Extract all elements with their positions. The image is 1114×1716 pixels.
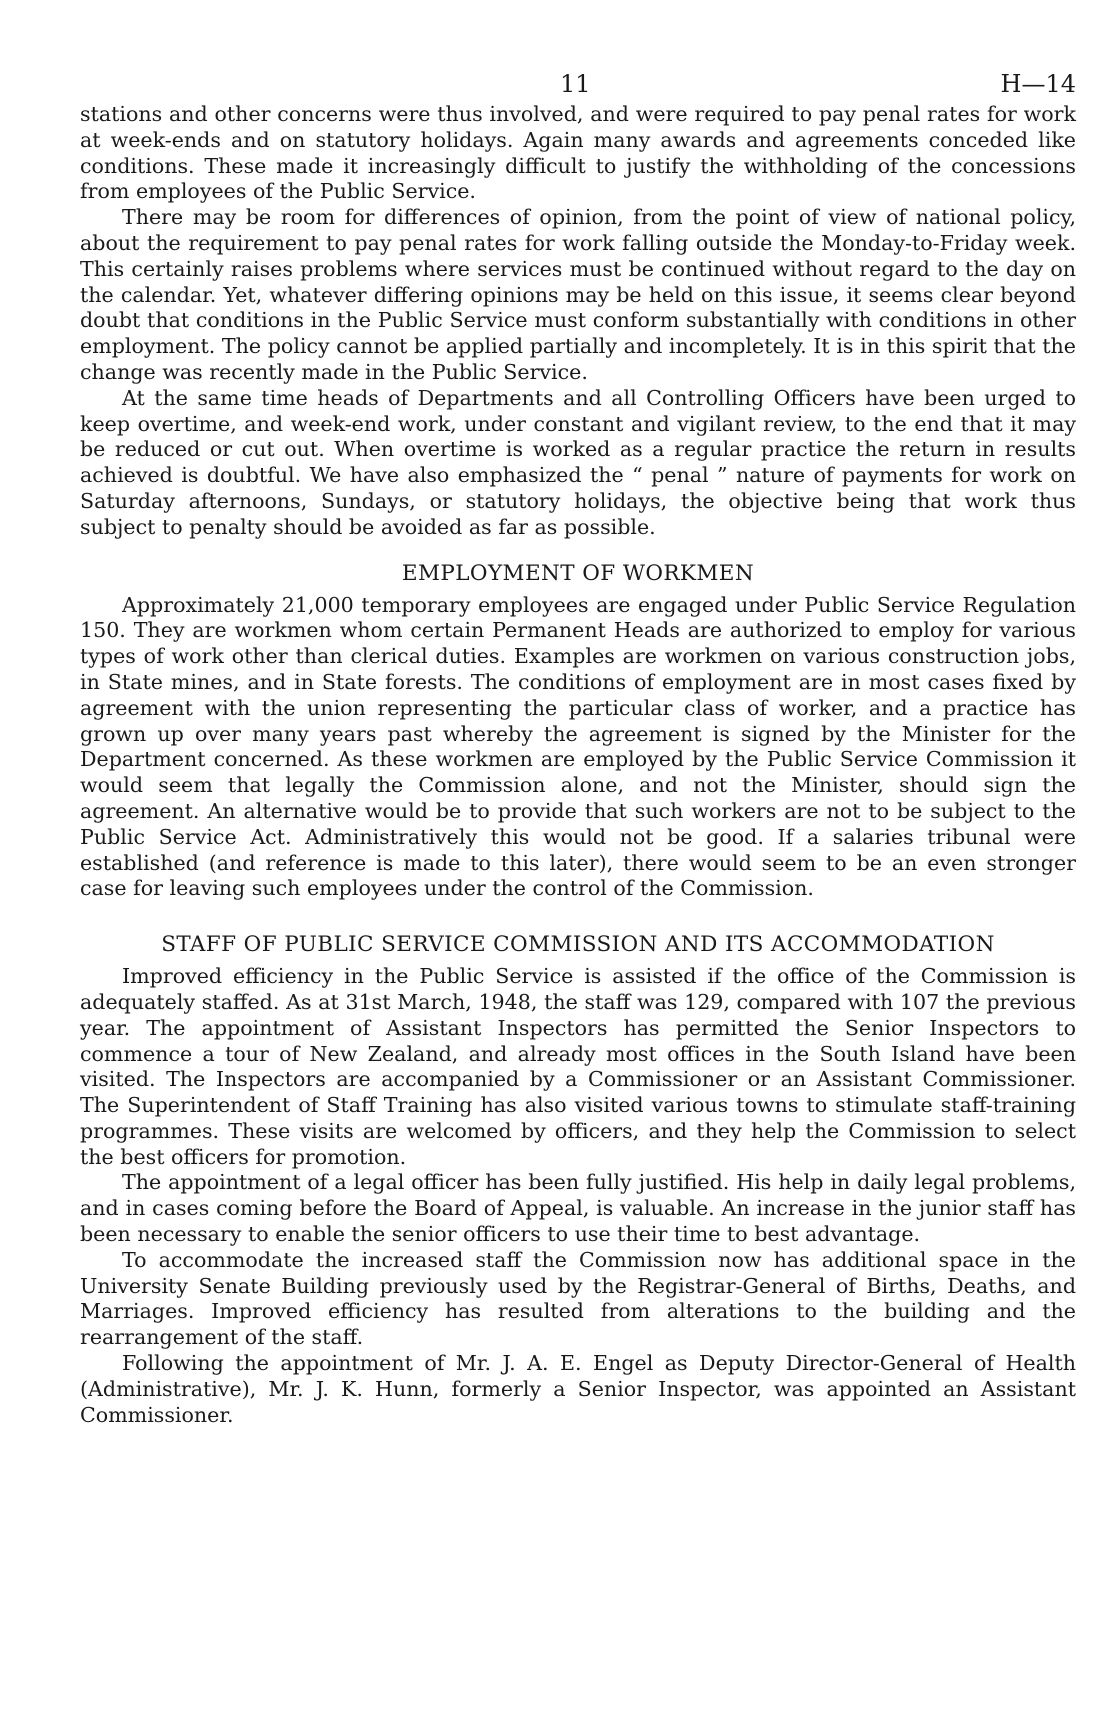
section-heading: EMPLOYMENT OF WORKMEN (401, 560, 755, 586)
page-header (80, 52, 1076, 102)
continuation-text (80, 102, 1076, 541)
document-page (80, 52, 1076, 1428)
paragraph: There may be room for differences of opinion, from the point of view of national policy, about the requirement to pay penal rates for work falling outside the Monday-to-Friday week. This certainly raises problems where services must be continued without regard to the day on the calendar. Yet, whatever differing opinions may be held on this issue, it seems clear beyond doubt that conditions in the Public Service must conform substantially with conditions in other employment. The policy cannot be applied partially and incompletely. It is in this spirit that the change was recently made in the Public Service. (80, 205, 1076, 384)
section-staff-of-commission (80, 932, 1076, 1428)
paragraph: The appointment of a legal officer has been fully justified. His help in daily legal problems, and in cases coming before the Board of Appeal, is valuable. An increase in the junior staff has been necessary to enable the senior officers to use their time to best advantage. (80, 1170, 1076, 1247)
paragraph: Improved efficiency in the Public Service is assisted if the office of the Commission is adequately staffed. As at 31st March, 1948, the staff was 129, compared with 107 the previous year. The appointment of Assistant Inspectors has permitted the Senior Inspectors to commence a tour of New Zealand, and already most offices in the South Island have been visited. The Inspectors are accompanied by a Commissioner or an Assistant Commissioner. The Superintendent of Staff Training has also visited various towns to stimulate staff-training programmes. These visits are welcomed by officers, and they help the Commission to select the best officers for promotion. (80, 964, 1076, 1169)
section-employment-of-workmen (80, 561, 1076, 903)
paragraph: To accommodate the increased staff the Commission now has additional space in the University Senate Building previously used by the Registrar-General of Births, Deaths, and Marriages. Improved efficiency has resulted from alterations to the building and the rearrangement of the staff. (80, 1247, 1076, 1350)
document-code: H—14 (1000, 70, 1076, 98)
page-number: 11 (560, 70, 591, 98)
paragraph: stations and other concerns were thus involved, and were required to pay penal rates for work at week-ends and on statutory holidays. Again many awards and agreements conceded like conditions. These made it increasingly difficult to justify the withholding of the concessions from employees of the Public Service. (80, 102, 1076, 204)
paragraph: At the same time heads of Departments and all Controlling Officers have been urged to keep overtime, and week-end work, under constant and vigilant review, to the end that it may be reduced or cut out. When overtime is worked as a regular practice the return in results achieved is doubtful. We have also emphasized the “ penal ” nature of payments for work on Saturday afternoons, Sundays, or statutory holidays, the objective being that work thus subject to penalty should be avoided as far as possible. (80, 385, 1076, 539)
section-heading: STAFF OF PUBLIC SERVICE COMMISSION AND ITS ACCOMMODATION (161, 932, 995, 958)
paragraph: Following the appointment of Mr. J. A. E. Engel as Deputy Director-General of Health (Administrative), Mr. J. K. Hunn, formerly a Senior Inspector, was appointed an Assistant Commissioner. (80, 1351, 1076, 1427)
paragraph: Approximately 21,000 temporary employees are engaged under Public Service Regulation 150. They are workmen whom certain Permanent Heads are authorized to employ for various types of work other than clerical duties. Examples are workmen on various construction jobs, in State mines, and in State forests. The conditions of employment are in most cases fixed by agreement with the union representing the particular class of worker, and a practice has grown up over many years past whereby the agreement is signed by the Minister for the Department concerned. As these workmen are employed by the Public Service Commission it would seem that legally the Commission alone, and not the Minister, should sign the agreement. An alternative would be to provide that such workers are not to be subject to the Public Service Act. Administratively this would not be good. If a salaries tribunal were established (and reference is made to this later), there would seem to be an even stronger case for leaving such employees under the control of the Commission. (80, 592, 1076, 901)
